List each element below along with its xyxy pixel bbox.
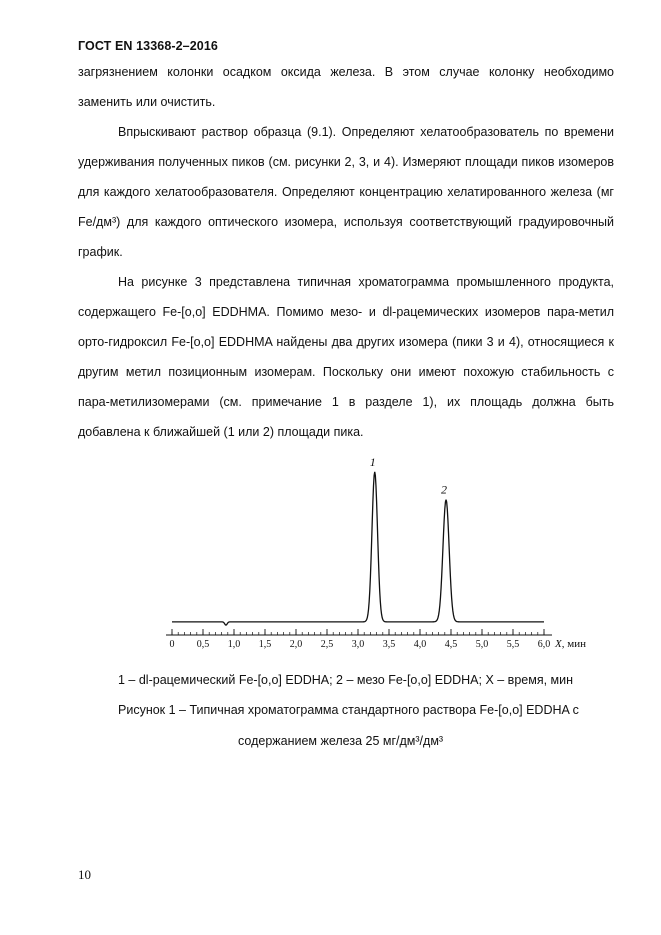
- figure-title-line2: содержанием железа 25 мг/дм³/дм³: [238, 734, 444, 748]
- x-tick-label: 0,5: [196, 639, 210, 650]
- x-tick-label: 6,0: [537, 639, 551, 650]
- body-text: [78, 57, 614, 447]
- x-tick-label: 4,5: [444, 639, 458, 650]
- peak-label: 1: [369, 454, 376, 469]
- x-tick-label: 1,0: [227, 639, 241, 650]
- x-tick-label: 0: [169, 639, 175, 650]
- x-axis-label: X, мин: [555, 638, 586, 650]
- x-tick-label: 2,0: [289, 639, 303, 650]
- x-tick-label: 2,5: [320, 639, 334, 650]
- x-tick-label: 3,5: [382, 639, 396, 650]
- x-tick-label: 3,0: [351, 639, 365, 650]
- chromatogram-svg: [160, 452, 586, 662]
- chromatogram-trace: [172, 472, 544, 625]
- figure-legend: 1 – dl-рацемический Fe-[o,o] EDDHA; 2 – мезо Fe-[o,o] EDDHA; X – время, мин: [118, 673, 574, 687]
- paragraph-2: Впрыскивают раствор образца (9.1). Определяют хелатообразователь по времени удерживания полученных пиков (см. рисунки 2, 3, и 4). Измеряют площади пиков изомеров для каждого хелатообразователя. Определяют концентрацию хелатированного железа (мг Fe/дм³) для каждого оптического изомера, используя соответствующий градуировочный график.: [78, 125, 614, 259]
- peak-label: 2: [441, 482, 448, 497]
- figure-title-line1: Рисунок 1 – Типичная хроматограмма стандартного раствора Fe-[o,o] EDDHA с: [118, 703, 579, 717]
- x-tick-label: 5,5: [506, 639, 520, 650]
- x-tick-label: 4,0: [413, 639, 427, 650]
- page-number: 10: [78, 867, 91, 882]
- paragraph-1: загрязнением колонки осадком оксида железа. В этом случае колонку необходимо заменить или очистить.: [78, 65, 614, 109]
- x-tick-label: 5,0: [475, 639, 489, 650]
- document-header: ГОСТ EN 13368-2–2016: [78, 39, 218, 53]
- x-tick-label: 1,5: [258, 639, 272, 650]
- chromatogram-chart: [160, 452, 586, 662]
- paragraph-3: На рисунке 3 представлена типичная хроматограмма промышленного продукта, содержащего Fe-[o,o] EDDHMA. Помимо мезо- и dl-рацемических изомеров пара-метил орто-гидроксил Fe-[o,o] EDDHMA найдены два других изомера (пики 3 и 4), относящиеся к другим метил позиционным изомерам. Поскольку они имеют похожую стабильность с пара-метилизомерами (см. примечание 1 в разделе 1), их площадь должна быть добавлена к ближайшей (1 или 2) площади пика.: [78, 275, 614, 439]
